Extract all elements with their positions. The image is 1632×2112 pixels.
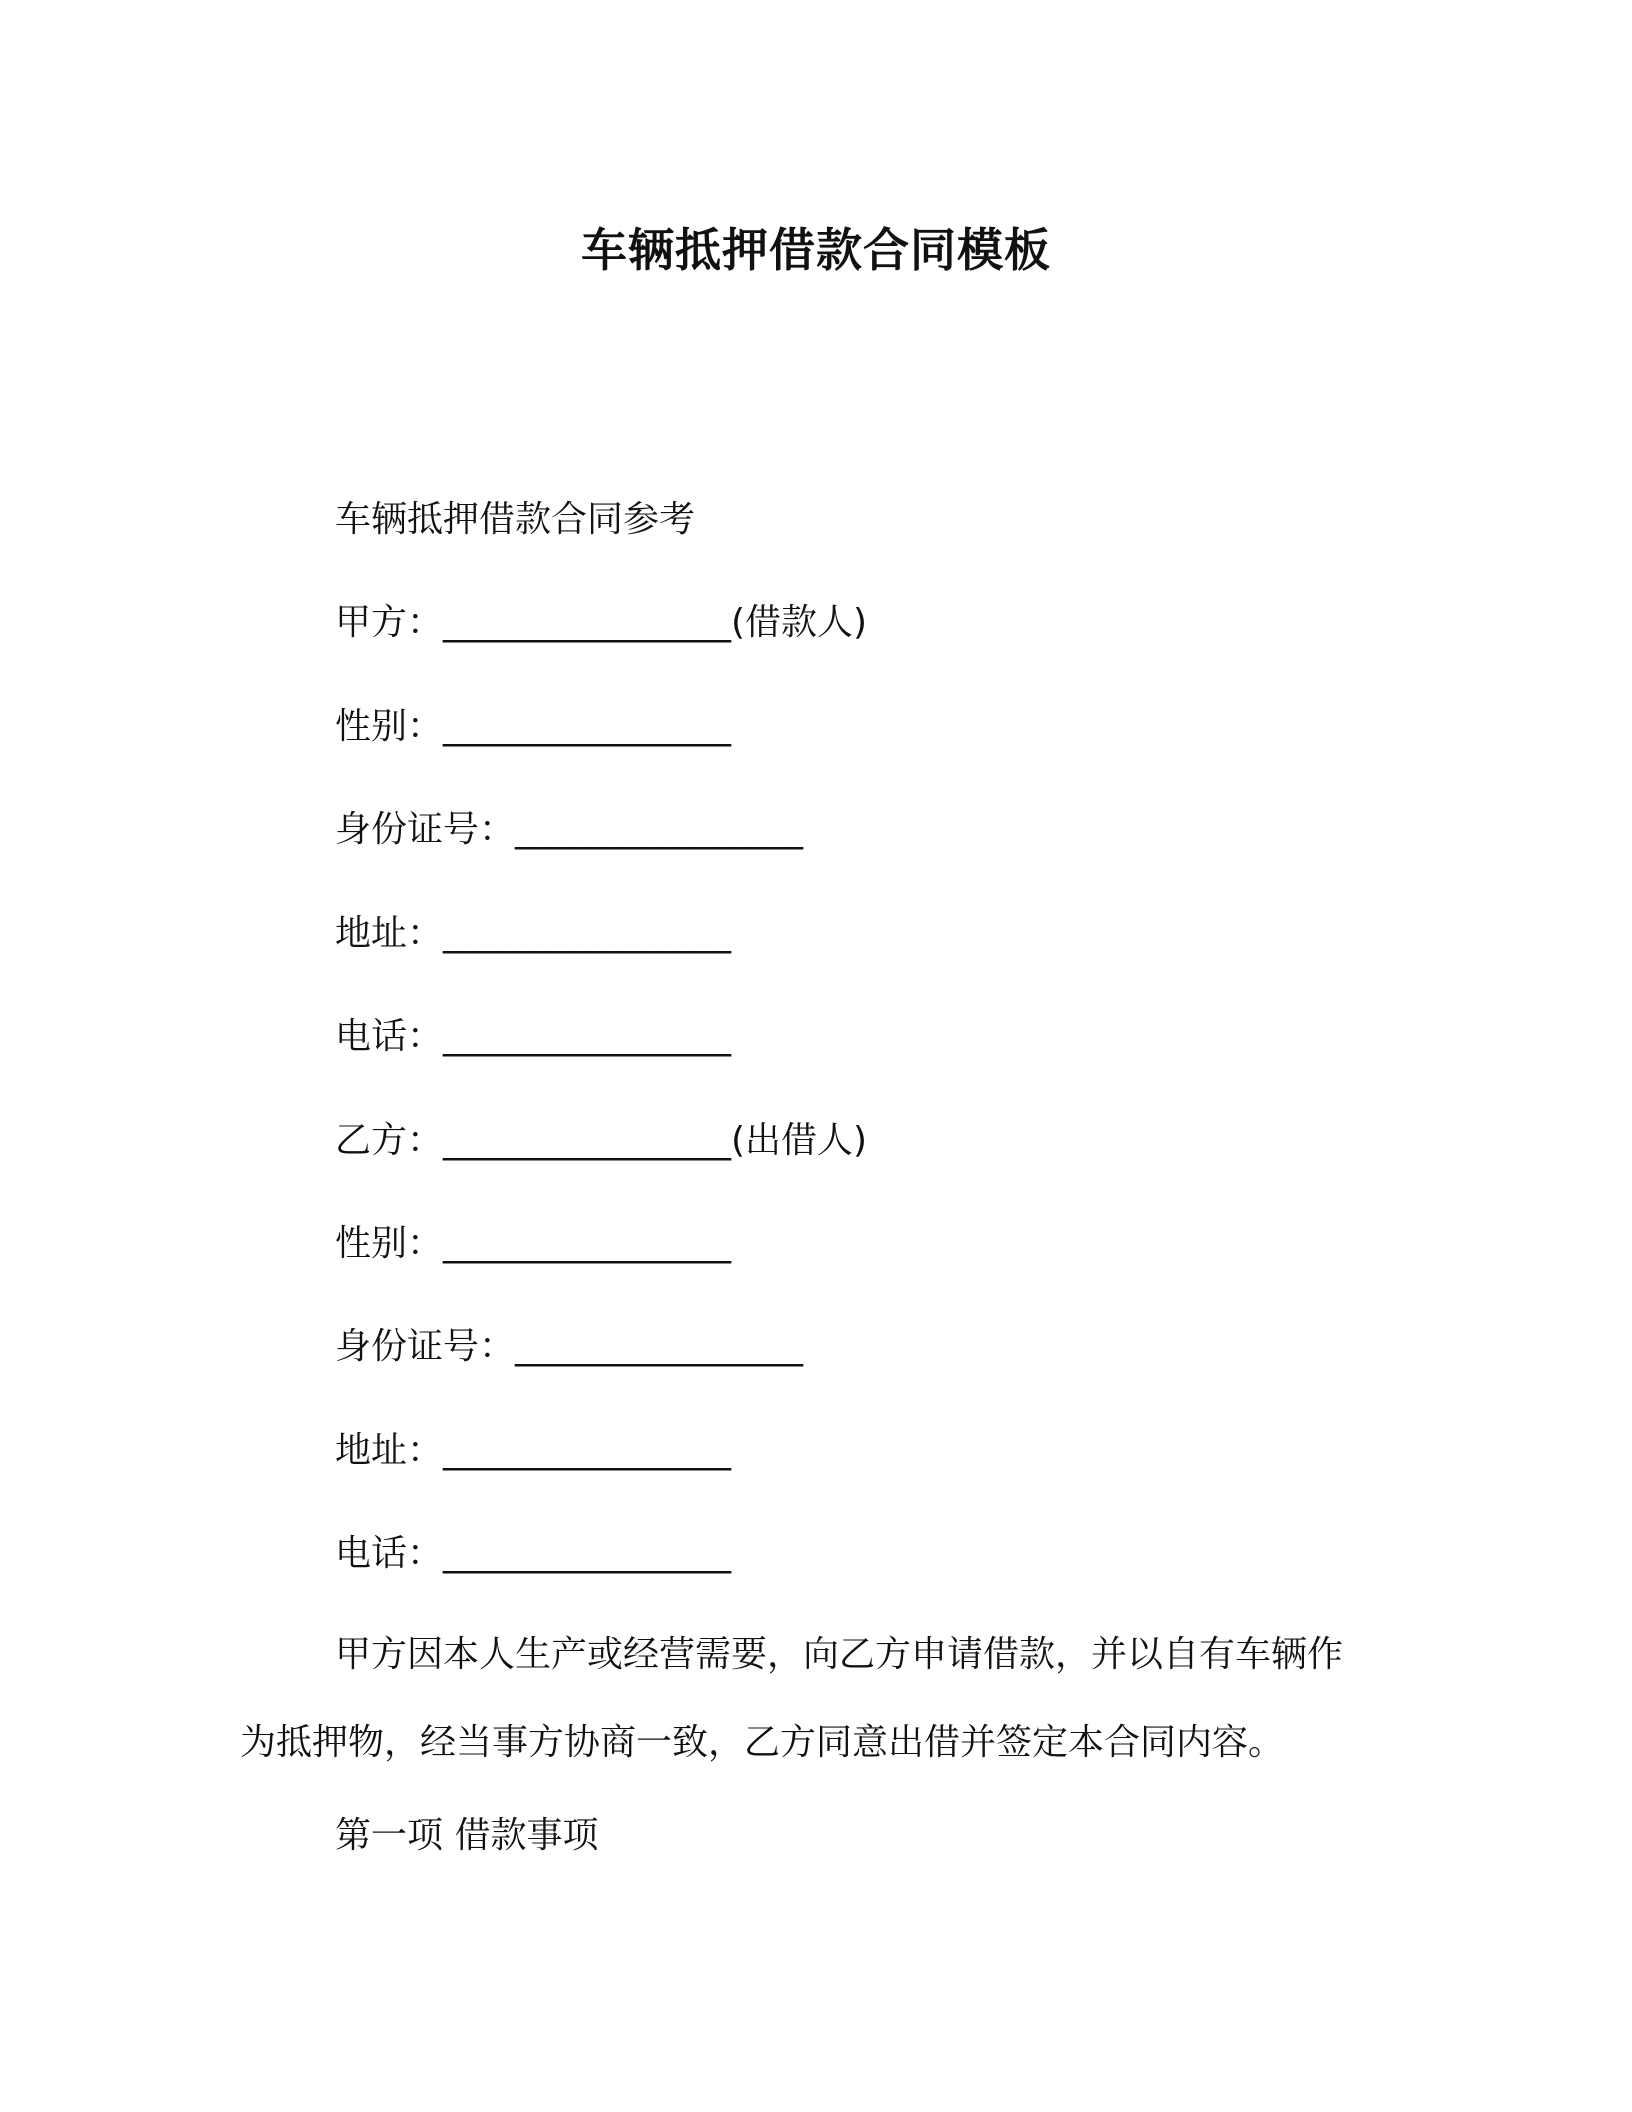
party-b-address-field: 地址：________________ <box>335 1430 732 1471</box>
intro-paragraph <box>240 1633 1390 1765</box>
party-a-gender-field: 性别：________________ <box>335 706 732 747</box>
party-a-id-field: 身份证号：________________ <box>335 809 804 850</box>
intro-paragraph-line-1: 甲方因本人生产或经营需要，向乙方申请借款，并以自有车辆作 <box>335 1634 1344 1675</box>
document-title: 车辆抵押借款合同模板 <box>581 223 1051 277</box>
intro-paragraph-line-2: 为抵押物，经当事方协商一致，乙方同意出借并签定本合同内容。 <box>240 1722 1285 1763</box>
party-b-gender-field: 性别：________________ <box>335 1223 732 1264</box>
party-a-phone-field: 电话：________________ <box>335 1016 732 1057</box>
party-b-field: 乙方：________________(出借人) <box>335 1120 868 1161</box>
document-subtitle: 车辆抵押借款合同参考 <box>335 499 696 540</box>
party-a-field: 甲方：________________(借款人) <box>335 602 868 643</box>
party-a-address-field: 地址：________________ <box>335 913 732 954</box>
party-b-phone-field: 电话：________________ <box>335 1533 732 1574</box>
section-heading-1: 第一项 借款事项 <box>335 1815 599 1856</box>
party-b-id-field: 身份证号：________________ <box>335 1326 804 1367</box>
